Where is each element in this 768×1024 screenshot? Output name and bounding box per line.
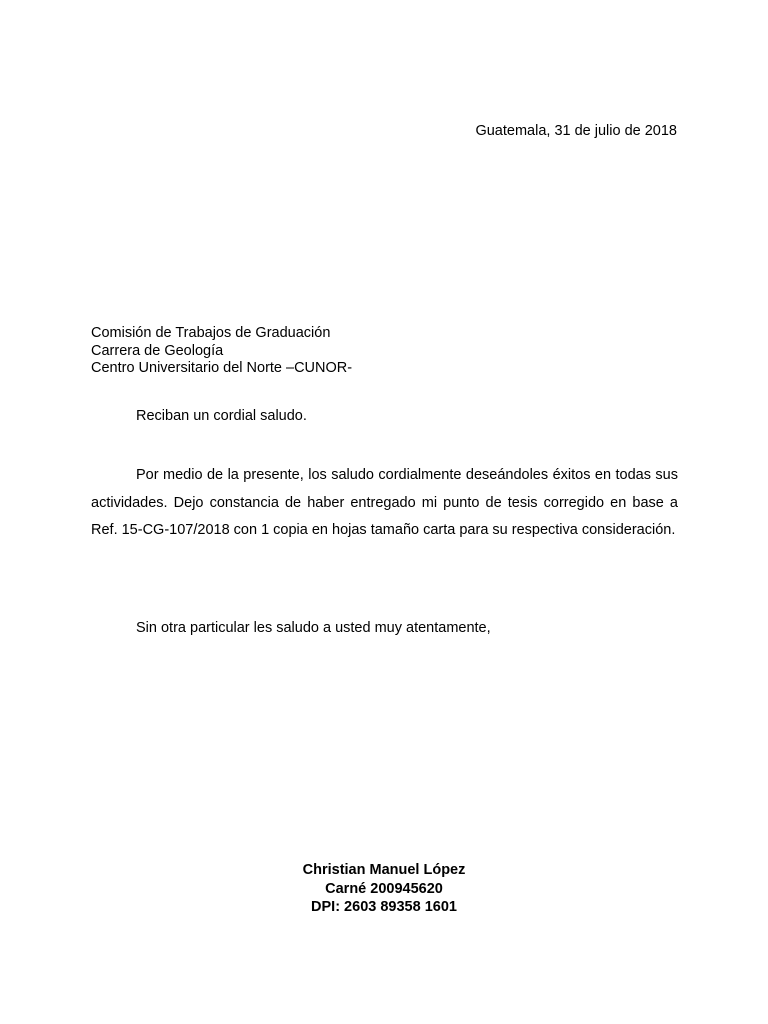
- body-paragraph: Por medio de la presente, los saludo cordialmente deseándoles éxitos en todas sus actividades. Dejo constancia de haber entregado mi punto de tesis corregido en base a Ref. 15-CG-107/2018 con 1 copia en hojas tamaño carta para su respectiva consideración.: [91, 467, 678, 538]
- signature-name: Christian Manuel López: [302, 862, 466, 878]
- signature-dpi: DPI: 2603 89358 1601: [311, 899, 457, 915]
- date-line: Guatemala, 31 de julio de 2018: [475, 123, 677, 139]
- recipient-line-center: Centro Universitario del Norte –CUNOR-: [91, 360, 353, 376]
- recipient-line-program: Carrera de Geología: [91, 342, 224, 359]
- signature-carne: Carné 200945620: [325, 880, 443, 897]
- recipient-line-commission: Comisión de Trabajos de Graduación: [91, 325, 331, 341]
- closing-line: Sin otra particular les saludo a usted muy atentamente,: [136, 620, 491, 636]
- recipient-block: [91, 325, 352, 378]
- signature-block: [0, 861, 768, 917]
- greeting: Reciban un cordial saludo.: [136, 408, 307, 424]
